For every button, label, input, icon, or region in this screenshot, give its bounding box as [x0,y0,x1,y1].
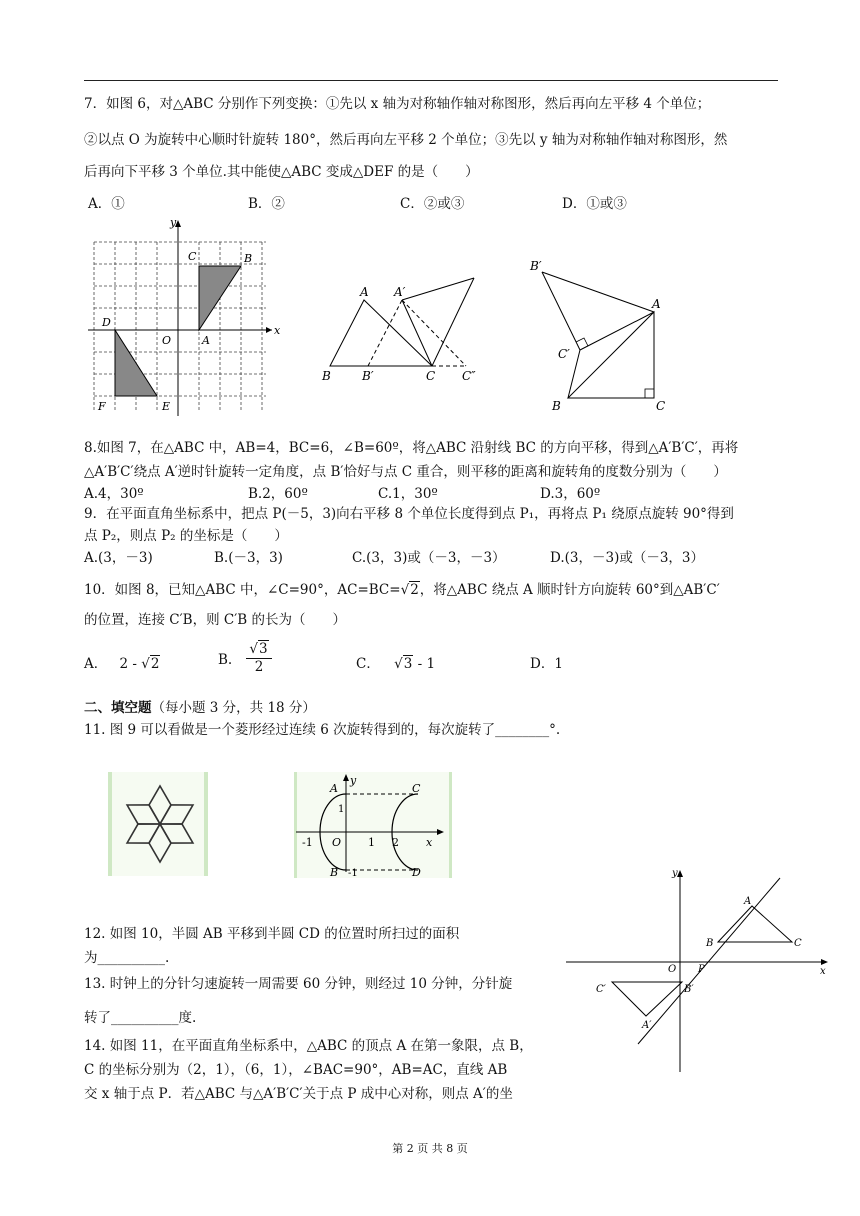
fig6-label-d: D [102,316,111,329]
q10-line2: 的位置，连接 C′B，则 C′B 的长为（ ） [84,612,347,628]
figure-8-rotation [524,258,674,416]
section-2-heading: 二、填空题（每小题 3 分，共 18 分） [84,700,316,716]
q8-line2: △A′B′C′绕点 A′逆时针旋转一定角度，点 B′恰好与点 C 重合，则平移的距离和旋转角的度数分别为（ ） [84,464,727,480]
q7-line1: 7．如图 6，对△ABC 分别作下列变换：①先以 x 轴为对称轴作轴对称图形，然后再向左平移 4 个单位； [84,96,711,112]
fig8-label-c: C [656,399,666,413]
q12-line2: 为__________. [84,950,170,966]
q10-line1 [84,578,720,598]
q10-option-d: D．1 [530,656,563,672]
page-footer: 第 2 页 共 8 页 [392,1142,468,1155]
fig6-label-b: B [244,252,253,265]
fig6-label-e: E [162,400,171,413]
fig8-label-a: A [652,297,661,311]
q7-line3: 后再向下平移 3 个单位.其中能使△ABC 变成△DEF 的是（ ） [84,164,479,180]
q13-line1: 13. 时钟上的分针匀速旋转一周需要 60 分钟，则经过 10 分钟，分针旋 [84,976,513,992]
fig11-label-b: B [706,938,714,949]
q9-option-a: A.(3，－3) [84,550,153,566]
fig7-label-c-double-prime: C″ [462,369,476,383]
q9-option-b: B.(－3，3) [214,550,283,566]
fig10-label-minus1-x: -1 [302,836,313,849]
fig10-label-minus1-y: -1 [348,868,358,878]
q10-line1-a: 10．如图 8，已知△ABC 中，∠C=90°，AC=BC= [84,582,401,598]
q7-option-b: B．② [248,196,285,212]
sqrt-symbol: √ [394,656,403,672]
q9-option-c: C.(3，3)或（－3，－3） [352,550,506,566]
sqrt-symbol: √ [249,641,258,657]
q8-line1: 8.如图 7，在△ABC 中，AB=4，BC=6，∠B=60º，将△ABC 沿射线 BC 的方向平移，得到△A′B′C′，再将 [84,440,739,456]
fig11-label-b-prime: B′ [684,984,694,995]
fig11-label-x: x [820,966,826,977]
fig11-label-o: O [668,964,677,975]
fig7-label-a: A [360,285,369,299]
q10-option-b-label: B. [218,652,233,668]
fig8-label-b: B [552,399,561,413]
q10-sqrt2: 2 [410,582,419,598]
q11-text: 11. 图 9 可以看做是一个菱形经过连续 6 次旋转得到的，每次旋转了________°. [84,722,561,738]
q14-line3: 交 x 轴于点 P．若△ABC 与△A′B′C′关于点 P 成中心对称，则点 A′的坐 [84,1086,513,1102]
fig8-label-b-prime: B′ [530,259,542,273]
fig11-label-c-prime: C′ [596,984,606,995]
q9-line1: 9．在平面直角坐标系中，把点 P(－5，3)向右平移 8 个单位长度得到点 P₁，再将点 P₁ 绕原点旋转 90°得到 [84,506,734,522]
figure-10-semicircles [294,772,452,878]
fig10-label-x: x [426,836,433,849]
fig6-label-a: A [202,334,210,347]
header-rule [84,80,778,81]
fig10-label-1-x: 1 [368,836,375,849]
q9-line2: 点 P₂，则点 P₂ 的坐标是（ ） [84,528,288,544]
fig10-label-b: B [330,866,339,878]
q10-line1-b: ，将△ABC 绕点 A 顺时针方向旋转 60°到△AB′C′ [419,582,720,598]
fig11-label-c: C [794,938,802,949]
q10-option-c: C． √3 - 1 [356,656,436,672]
sqrt-symbol: √ [141,656,150,672]
q10-option-a: A． 2 - √2 [84,656,160,672]
q7-option-a: A．① [88,196,125,212]
figure-6-grid [84,212,284,418]
q7-line2: ②以点 O 为旋转中心顺时针旋转 180°，然后再向左平移 2 个单位；③先以 y 轴为对称轴作轴对称图形，然 [84,132,728,148]
fig10-label-1-y: 1 [338,804,345,815]
fig10-label-y: y [350,774,357,787]
fig10-label-2-x: 2 [392,836,399,849]
fig11-label-p: P [698,964,705,975]
figure-9-rhombus-star [108,772,208,876]
q12-line1: 12. 如图 10，半圆 AB 平移到半圆 CD 的位置时所扫过的面积 [84,926,460,942]
figure-7-translation [314,270,494,386]
q13-line2: 转了__________度. [84,1010,197,1026]
q7-option-d: D．①或③ [562,196,627,212]
q10-option-b-fraction: √3 2 [246,640,272,675]
fig6-label-x: x [274,324,281,337]
fig11-label-a: A [744,896,752,907]
fig6-label-c: C [188,250,197,263]
q7-option-c: C．②或③ [400,196,465,212]
fig6-label-f: F [98,400,106,413]
fig7-label-b-prime: B′ [362,369,374,383]
fig11-label-a-prime: A′ [642,1020,652,1031]
fig11-label-y: y [672,868,678,879]
fig10-label-d: D [412,866,421,878]
fig6-label-y: y [170,216,177,229]
q14-line2: C 的坐标分别为（2，1），（6，1），∠BAC=90°，AB=AC，直线 AB [84,1062,508,1078]
q8-option-a: A.4，30º [84,486,144,502]
fig7-label-a-prime: A′ [394,285,406,299]
q8-option-d: D.3，60º [540,486,601,502]
fig10-label-o: O [332,836,342,849]
fig6-label-o: O [162,334,172,347]
figure-11-central-symmetry [566,866,834,1072]
fig10-label-a: A [330,782,338,795]
q8-option-b: B.2，60º [248,486,308,502]
fig7-label-c: C [426,369,436,383]
q14-line1: 14. 如图 11，在平面直角坐标系中，△ABC 的顶点 A 在第一象限，点 B， [84,1038,533,1054]
fig8-label-c-prime: C′ [558,347,570,361]
sqrt-symbol: √ [400,582,410,598]
fig10-label-c: C [412,782,421,795]
q8-option-c: C.1，30º [378,486,438,502]
fig7-label-b: B [322,369,331,383]
q9-option-d: D.(3，－3)或（－3，3） [550,550,705,566]
